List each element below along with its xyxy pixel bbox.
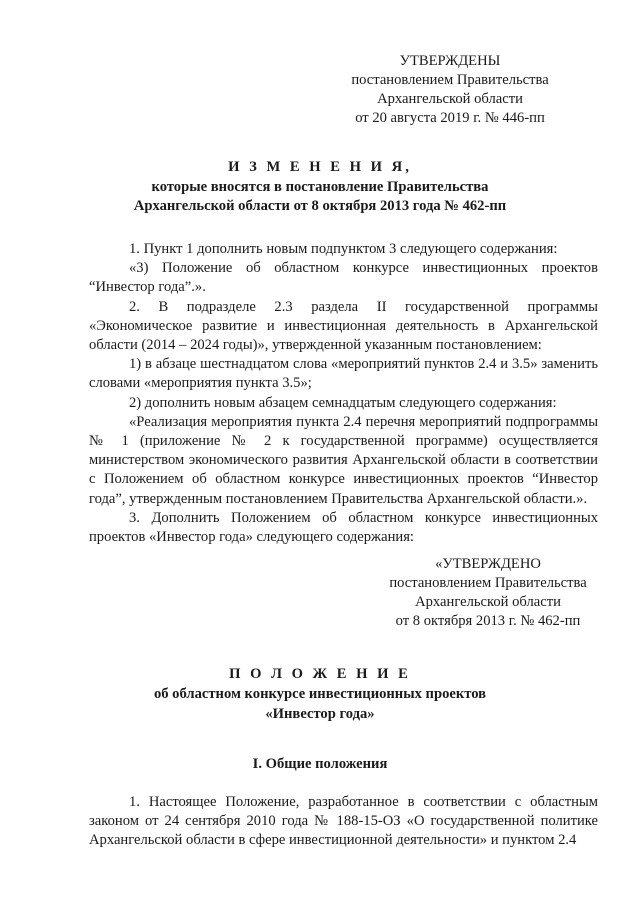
approval-line-3: Архангельской области [377,91,523,107]
paragraph-6: «Реализация мероприятия пункта 2.4 перечня мероприятий подпрограммы № 1 (приложение № 2 к государственной программе) осуществляется министерством экономического развития Архангельской области в соответствии с Положением об областном конкурсе инвестиционных проектов “Инвестор года”, утвержденным постановлением Правительства Архангельской области.». [89,413,598,507]
section-title: I. Общие положения [252,756,388,772]
paragraph-7: 3. Дополнить Положением об областном конкурсе инвестиционных проектов «Инвестор года» следующего содержания: [89,509,598,546]
heading-line-2: которые вносятся в постановление Правительства [151,178,489,195]
approval-block [300,52,600,128]
approval-block-2 [368,555,608,631]
paragraph-1: 1. Пункт 1 дополнить новым подпунктом 3 следующего содержания: [129,241,558,257]
approval2-line-4: от 8 октября 2013 г. № 462-пп [395,613,581,629]
paragraph-5: 2) дополнить новым абзацем семнадцатым следующего содержания: [129,394,557,411]
paragraph-3: 2. В подразделе 2.3 раздела II государственной программы «Экономическое развитие и инвестиционная деятельность в Архангельской области (2014 – 2024 годы)», утвержденной указанным постановлением: [89,298,598,354]
polozhenie-line-3: «Инвестор года» [265,706,375,722]
document-heading [0,158,640,217]
heading-line-3: Архангельской области от 8 октября 2013 года № 462-пп [133,198,507,214]
section-paragraph-1: 1. Настоящее Положение, разработанное в соответствии с областным законом от 24 сентября 2010 года № 188-15-ОЗ «О государственной политике Архангельской области в сфере инвестиционной деятельности» и пунктом 2.4 [89,794,598,849]
polozhenie-line-2: об областном конкурсе инвестиционных проектов [153,686,487,702]
paragraph-4: 1) в абзаце шестнадцатом слова «мероприятий пунктов 2.4 и 3.5» заменить словами «мероприятия пункта 3.5»; [89,356,598,392]
polozhenie-heading [0,664,640,724]
section-body [89,793,598,851]
approval-line-2: постановлением Правительства [351,72,549,88]
approval-line-4: от 20 августа 2019 г. № 446-пп [355,110,545,126]
approval2-line-3: Архангельской области [415,594,561,610]
document-body [89,240,598,547]
approval2-line-1: «УТВЕРЖДЕНО [435,556,541,572]
approval-line-1: УТВЕРЖДЕНЫ [399,53,501,69]
polozhenie-title: П О Л О Ж Е Н И Е [229,666,411,682]
approval2-line-2: постановлением Правительства [389,575,587,591]
heading-title: И З М Е Н Е Н И Я, [228,159,412,175]
paragraph-2: «3) Положение об областном конкурсе инвестиционных проектов “Инвестор года”.». [89,260,598,296]
